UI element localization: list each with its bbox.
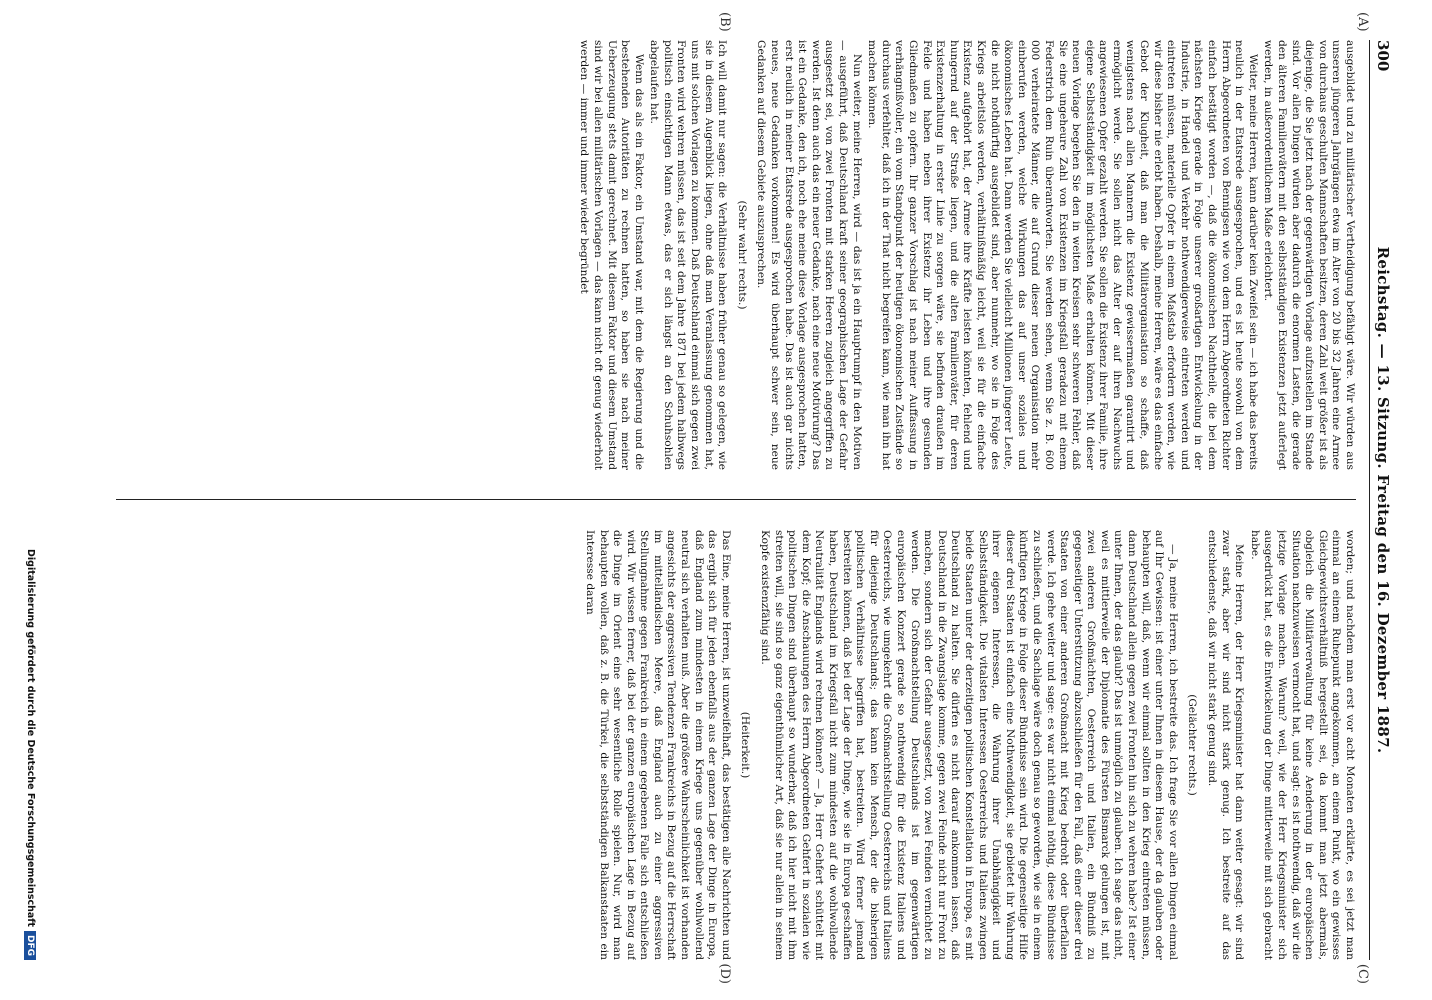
paragraph: Ich will damit nur sagen: die Verhältnisse haben früher genau so gelegen, wie sie in diesem Augenblick liegen, ohne daß man Veranlassung genommen hat, uns mit solchen Vorlagen zu kommen. Daß Deutschland einmal sich gegen zwei Fronten wird wehren müssen, das ist seit dem Jahre 1871 bei jedem halbwegs politisch einsichtigen Mann etwas, das er sich längst an den Schuhsohlen abgelaufen hat. [648,40,729,470]
paragraph: Meine Herren, der Herr Kriegsminister hat dann weiter gesagt: wir sind zwar stark, aber wir sind nicht stark genug. Ich bestreite auf das entschiedenste, daß wir nicht stark genug sind. [1206,530,1246,960]
margin-letter-d: (D) [717,963,732,984]
margin-letter-b: (B) [717,12,732,32]
footer-text: Digitalisierung gefördert durch die Deutsche Forschungsgemeinschaft [25,549,36,927]
column-divider [116,499,1356,500]
paragraph: Weiter, meine Herren, kann darüber kein Zweifel sein — ich habe das bereits neulich in der Etatsrede ausgesprochen, und es ist heute sowohl von dem Herrn Abgeordneten von Bennigsen wie von dem Herrn Abgeordneten Richter einfach bestätigt worden —, daß die ökonomischen Nachtheile, die bei dem nächsten Kriege gerade in Folge unserer großartigen Entwickelung in der Industrie, in Handel und Verkehr nothwendigerweise eintreten werden und eintreten müssen, materielle Opfer in einem Maßstab erfordern werden, wie wir diese bisher nie erlebt haben. Deshalb, meine Herren, wäre es das einfache Gebot der Klugheit, daß man die Militärorganisation so schaffe, daß wenigstens nach allen Mannern die Existenz gewissermaßen garantirt und ermöglicht werde. Sie sollen nicht das Alter der auf ihren Nachwuchs angewiesenen Opfer gezahlt werden. Sie sollen die Existenz ihrer Familie, ihre eigene Selbstständigkeit im möglichsten Maße erhalten können. Mit dieser neuen Vorlage begehen Sie den in weiten Kreisen sehr schweren Fehler, daß Sie eine ungeheure Zahl von Existenzen im Kriegsfall geradezu mit einem Federstrich dem Ruin überantworten. Sie werden sehen, wenn Sie z. B. 600 000 verheiratete Männer, die auf Grund dieser neuen Organisation mehr einberufen werden, welche Wirkungen das auf unser soziales und ökonomisches Leben hat. Dann werden Sie vielleicht Millionen jüngerer Leute, die nicht nothdürftig ausgebildet sind, aber nunmehr, wo sie in Folge des Kriegs arbeitslos werden, verhältnißmäßig leicht, weil sie für die einfache Existenz aufgehört hat, der Armee ihre Kräfte leisten könnten, fehlend und hungernd auf der Straße liegen, und die alten Familienväter, für deren Existenzerhaltung in erster Linie zu sorgen wäre, sie befinden draußen im Felde und haben neben ihrer Existenz ihr Leben und ihre gesunden Gliedmaßen zu opfern. Ihr ganzer Vorschlag ist nach meiner Auffassung in verhängnißvoller, ein vom Standpunkt der heutigen ökonomischen Zustände so durchaus verfehlter, daß ich in der That nicht begreifen kann, wie man ihn hat machen können. [866,40,1259,470]
left-column [86,40,1356,470]
paragraph: Nun weiter, meine Herren, wird — das ist ja ein Hauptrumpf in den Motiven — ausgeführt, daß Deutschland kraft seiner geographischen Lage der Gefahr ausgesetzt sei, von zwei Fronten mit starken Heeren zugleich angegriffen zu werden. Ist denn auch das ein neuer Gedanke, nach eine neue Motivirung? Das ist ein Gedanke, den ich, noch ehe meine diese Vorlage ausgesprochen hatten, erst neulich in meiner Etatsrede ausgesprochen habe. Das ist auch gar nichts neues, neue Gedanken vorkommen! Es wird überhaupt schwer sein, neue Gedanken auf diesem Gebiete auszusprechen. [755,40,863,470]
margin-letter-a: (A) [1355,12,1370,32]
footer-credit [24,40,36,960]
interjection: (Sehr wahr! rechts.) [735,200,748,310]
dfg-logo: DFG [24,931,36,960]
page-number: 300 [1374,40,1392,72]
paragraph: Das Eine, meine Herren, ist unzweifelhaft, das bestätigen alle Nachrichten und das ergibt sich für jeden ebenfalls aus der ganzen Lage der Dinge in Europa, daß England zum mindesten in einem Kriege uns gegenüber wohlwollend neutral sich verhalten muß. Aber die größere Wahrscheinlichkeit ist vorhanden angesichts der aggressiven Tendenzen Frankreichs in Bezug auf die Herrschaft im mittelländischen Meere, daß England auch zu einer aggressiven Stellungnahme gegen Frankreich in einem gegebenen Falle sich entschließen wird. Wir wissen ferner, daß bei der ganzen europäischen Lage in Bezug auf die Dinge im Orient eine sehr wesentliche Rolle spielen. Nur, wird man behaupten wollen, daß z. B. die Türkei, die selbstständigen Balkanstaaten ein Interesse daran [583,530,732,960]
paragraph: ausgebildet und zu militärischer Vertheidigung befähigt wäre. Wir würden aus unseren jüngeren Jahrgängen etwa im Alter von 20 bis 32 Jahren eine Armee von durchaus geschulten Mannschaften besitzen, deren Zahl weit größer ist als diejenige, die Sie jetzt nach der gegenwärtigen Vorlage aufzustellen im Stande sind. Vor allen Dingen würden aber dadurch die enormen Lasten, die gerade den älteren Familienvätern mit den selbstständigen Existenzen jetzt auferlegt werden, in außerordentlichem Maße erleichtert. [1262,40,1356,470]
page-title: Reichstag. — 13. Sitzung. Freitag den 16. Dezember 1887. [1374,246,1392,754]
interjection: (Heiterkeit.) [739,711,752,779]
paragraph: Wenn das als ein Faktor, ein Umstand war, mit dem die Regierung und die bestehenden Autoritäten zu rechnen hatten, so haben sie nach meiner Ueberzeugung stets damit gerechnet. Mit diesem Faktor und diesem Umstand sind wir bei allen militärischen Vorlagen — das kann nicht oft genug wiederholt werden — immer und immer wieder begründet [578,40,645,470]
margin-letter-c: (C) [1355,963,1370,984]
header-rule [1369,40,1370,960]
right-column [86,530,1356,960]
interjection: (Gelächter rechts.) [1186,694,1199,796]
paragraph: — Ja, meine Herren, ich bestreite das. Ich frage Sie vor allen Dingen einmal auf Ihr Gewissen: ist einer unter Ihnen in diesem Hause, der da glauben oder behaupten will, daß, wenn wir einmal sollten in den Krieg eintreten müssen, dann Deutschland allein gegen zwei Fronten hin sich zu wehren habe? Ist einer unter Ihnen, der das glaubt? Das ist unmöglich zu glauben. Ich sage das nicht, weil es mittlerweile der Diplomatie des Fürsten Bismarck gelungen ist, mit zwei anderen Großmächten, Oesterreich und Italien, ein Bündniß zu gegenseitiger Unterstützung abzuschließen für den Fall, daß einer dieser drei Staaten von einer anderen Großmacht mit Krieg bedroht oder überfallen werde. Ich gehe weiter und sage: es war nicht einmal nöthig, diese Bündnisse zu schließen, und die Sachlage wäre doch genau so geworden, wie sie in einem künftigen Kriege in Folge dieser Bündnisse sein wird. Die gegenseitige Hilfe dieser drei Staaten ist einfach eine Nothwendigkeit, sie gebietet ihr Wahrung ihrer eigenen Interessen, die Wahrung ihrer Unabhängigkeit und Selbstständigkeit. Die vitalsten Interessen Oesterreichs und Italiens zwingen beide Staaten unter der derzeitigen politischen Konstellation in Europa, es mit Deutschland zu halten. Sie dürfen es nicht darauf ankommen lassen, daß Deutschland in die Zwangslage komme, gegen zwei Feinde nicht nur Front zu machen, sondern sich der Gefahr ausgesetzt, von zwei Feinden vernichtet zu werden. Die Großmachtstellung Deutschlands ist im gegenwärtigen europäischen Konzert gerade so nothwendig für die Existenz Italiens und Oesterreichs, wie umgekehrt die Großmachtstellung Oesterreichs und Italiens für diejenige Deutschlands; das kann kein Mensch, der die bisherigen politischen Verhältnisse begriffen hat, bestreiten. Wird ferner jemand bestreiten können, daß bei der Lage der Dinge, wie sie in Europa geschaffen haben, Deutschland im Kriegsfall nicht zum mindesten auf die wohlwollende Neutralität Englands wird rechnen können? — Ja, Herr Gehfert schüttelt mit dem Kopf; die Anschauungen des Herrn Abgeordneten Gehfert in sozialen wie politischen Dingen sind überhaupt so wunderbar, daß ich hier nicht mit ihm streiten will, sie sind so ganz eigenthümlicher Art, daß sie nur allein in seinem Kopfe existenzfähig sind. [759,530,1179,960]
paragraph: worden; und nachdem man erst vor acht Monaten erklärte, es sei jetzt man einmal an einem Ruhepunkt angekommen, an einem Punkt, wo ein gewisses Gleichgewichtsverhältniß hergestellt sei, da kommt man jetzt abermals, obgleich die Militärverwaltung für keine Aenderung in der europäischen Situation nachzuweisen vermocht hat, und sagt: es ist nothwendig, daß wir die jetzige Vorlage machen. Warum? weil, wie der Herr Kriegsminister sich ausgedrückt hat, es die Entwickelung der Dinge mittlerweile mit sich gebracht habe. [1248,530,1356,960]
page-header [1368,40,1392,960]
